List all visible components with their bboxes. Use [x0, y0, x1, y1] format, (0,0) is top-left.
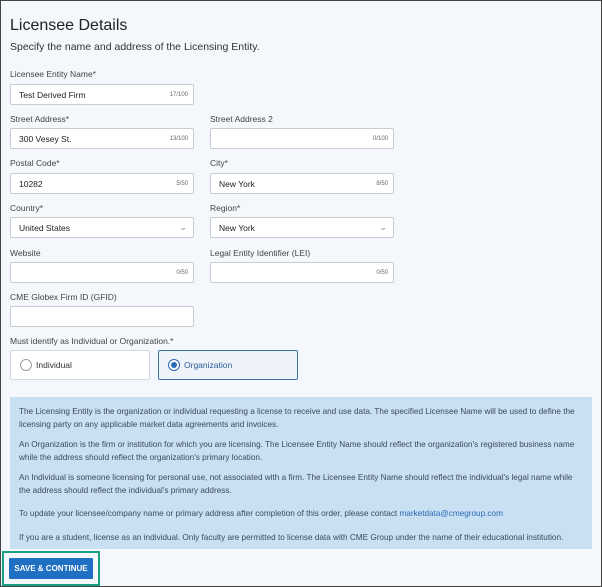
street-address-label: Street Address*: [10, 114, 70, 124]
individual-radio-label: Individual: [36, 360, 72, 370]
street-address-field[interactable]: [10, 128, 194, 149]
postal-code-field[interactable]: [10, 173, 194, 194]
save-button-focus-ring: [2, 551, 100, 586]
postal-code-counter: 5/50: [176, 181, 188, 187]
info-panel: [10, 397, 592, 549]
region-label: Region*: [210, 203, 241, 213]
save-continue-button[interactable]: SAVE & CONTINUE: [9, 558, 93, 579]
gfid-field[interactable]: [10, 306, 194, 327]
contact-email-link[interactable]: marketdata@cmegroup.com: [399, 509, 503, 518]
city-label: City*: [210, 158, 228, 168]
info-paragraph-individual: An Individual is someone licensing for personal use, not associated with a firm. The Licensee Entity Name should reflect the individual's legal name while the address should reflect the individual's primary address.: [19, 473, 573, 495]
radio-checked-icon: [168, 359, 180, 371]
street-address-2-counter: 0/100: [372, 136, 388, 142]
page-title: Licensee Details: [10, 17, 128, 34]
street-address-value: 300 Vesey St.: [19, 134, 72, 144]
info-paragraph-student: If you are a student, license as an individual. Only faculty are permitted to license data with CME Group under the name of their educational institution.: [19, 533, 564, 542]
city-counter: 8/50: [376, 181, 388, 187]
entity-name-label: Licensee Entity Name*: [10, 69, 96, 79]
info-paragraph-organization: An Organization is the firm or institution for which you are licensing. The Licensee Entity Name should reflect the organization's registered business name while the address should reflect the organization's primary location.: [19, 440, 575, 462]
lei-field[interactable]: [210, 262, 394, 283]
city-value: New York: [219, 179, 255, 189]
radio-unchecked-icon: [20, 359, 32, 371]
entity-name-counter: 17/100: [169, 92, 188, 98]
entity-name-field[interactable]: [10, 84, 194, 105]
region-value: New York: [219, 223, 255, 233]
website-field[interactable]: [10, 262, 194, 283]
organization-radio-label: Organization: [184, 360, 233, 370]
postal-code-value: 10282: [19, 179, 43, 189]
country-label: Country*: [10, 203, 44, 213]
chevron-down-icon: ⌄: [379, 222, 387, 232]
page-subtitle: Specify the name and address of the Licensing Entity.: [10, 41, 260, 53]
street-address-counter: 13/100: [169, 136, 188, 142]
city-field[interactable]: [210, 173, 394, 194]
entity-name-value: Test Derived Firm: [19, 90, 86, 100]
country-value: United States: [19, 223, 71, 233]
info-update-text: To update your licensee/company name or primary address after completion of this order, please contact: [19, 509, 400, 518]
lei-counter: 0/50: [376, 270, 388, 276]
gfid-label: CME Globex Firm ID (GFID): [10, 292, 117, 302]
website-counter: 0/50: [176, 270, 188, 276]
street-address-2-field[interactable]: [210, 128, 394, 149]
website-label: Website: [10, 248, 41, 258]
info-paragraph-licensing-entity: The Licensing Entity is the organization or individual requesting a license to receive and use data. The specified Licensee Name will be used to define the licensing party on any applicable market data agreements and invoices.: [19, 407, 575, 429]
street-address-2-label: Street Address 2: [210, 114, 273, 124]
info-paragraph-update: [19, 507, 585, 520]
organization-radio-option[interactable]: [158, 350, 298, 380]
lei-label: Legal Entity Identifier (LEI): [210, 248, 311, 258]
chevron-down-icon: ⌄: [179, 222, 187, 232]
country-select[interactable]: [10, 217, 194, 238]
postal-code-label: Postal Code*: [10, 158, 60, 168]
individual-radio-option[interactable]: [10, 350, 150, 380]
identity-label: Must identify as Individual or Organization.*: [10, 336, 174, 346]
region-select[interactable]: [210, 217, 394, 238]
